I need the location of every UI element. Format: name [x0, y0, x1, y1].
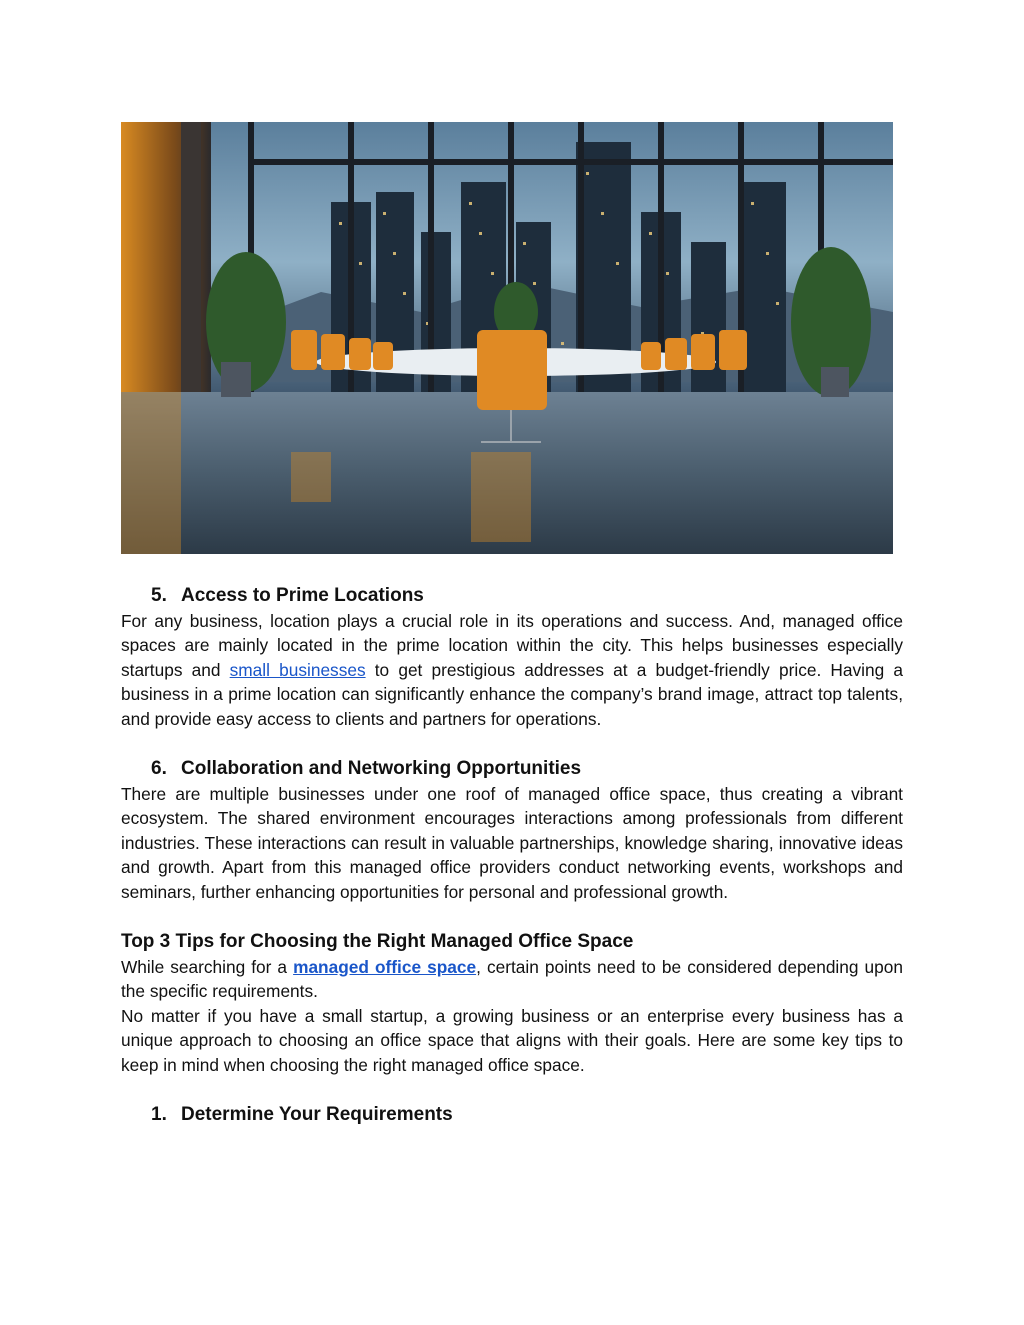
tips-heading: Top 3 Tips for Choosing the Right Managed Office Space: [121, 931, 634, 953]
tips-text-end: , certain points need to be considered depending upon the specific requirements.: [121, 957, 903, 1002]
tips-text-start: While searching for a: [121, 957, 294, 978]
managed-office-space-link[interactable]: managed office space: [293, 957, 477, 978]
section-5-paragraph: [121, 609, 903, 731]
section-6-heading: [121, 756, 903, 782]
section-5-title: Access to Prime Locations: [181, 585, 424, 606]
tip-1-heading: [121, 1102, 903, 1128]
small-businesses-link[interactable]: small businesses: [229, 659, 366, 680]
tips-paragraph-1: [121, 955, 903, 1004]
tip-1-number: 1.: [151, 1104, 167, 1126]
tip-1-title: Determine Your Requirements: [181, 1104, 453, 1126]
article-body: [121, 583, 903, 1128]
tips-paragraph-2: No matter if you have a small startup, a growing business or an enterprise every business has a unique approach to choosing an office space that aligns with their goals. Here are some key tips to keep in mind when choosing the right managed office space.: [121, 1005, 903, 1075]
section-6-paragraph: There are multiple businesses under one roof of managed office space, thus creating a vibrant ecosystem. The shared environment encourages interactions among professionals from different industries. These interactions can result in valuable partnerships, knowledge sharing, innovative ideas and growth. Apart from this managed office providers conduct networking events, workshops and seminars, further enhancing opportunities for personal and professional growth.: [121, 784, 903, 902]
section-6-title: Collaboration and Networking Opportunities: [181, 758, 582, 780]
section-5-text-start: For any business, location plays a crucial role in its operations and success. And, managed office spaces are mainly located in the prime location within the city. This helps businesses especially startups and: [121, 611, 903, 680]
section-5-heading: [121, 583, 903, 609]
conference-room-photo: [121, 122, 893, 554]
section-6-number: 6.: [151, 758, 167, 780]
section-5-number: 5.: [151, 585, 167, 606]
section-5-text-end: to get prestigious addresses at a budget-friendly price. Having a business in a prime location can significantly enhance the company’s brand image, attract top talents, and provide easy access to clients and partners for operations.: [121, 659, 903, 729]
